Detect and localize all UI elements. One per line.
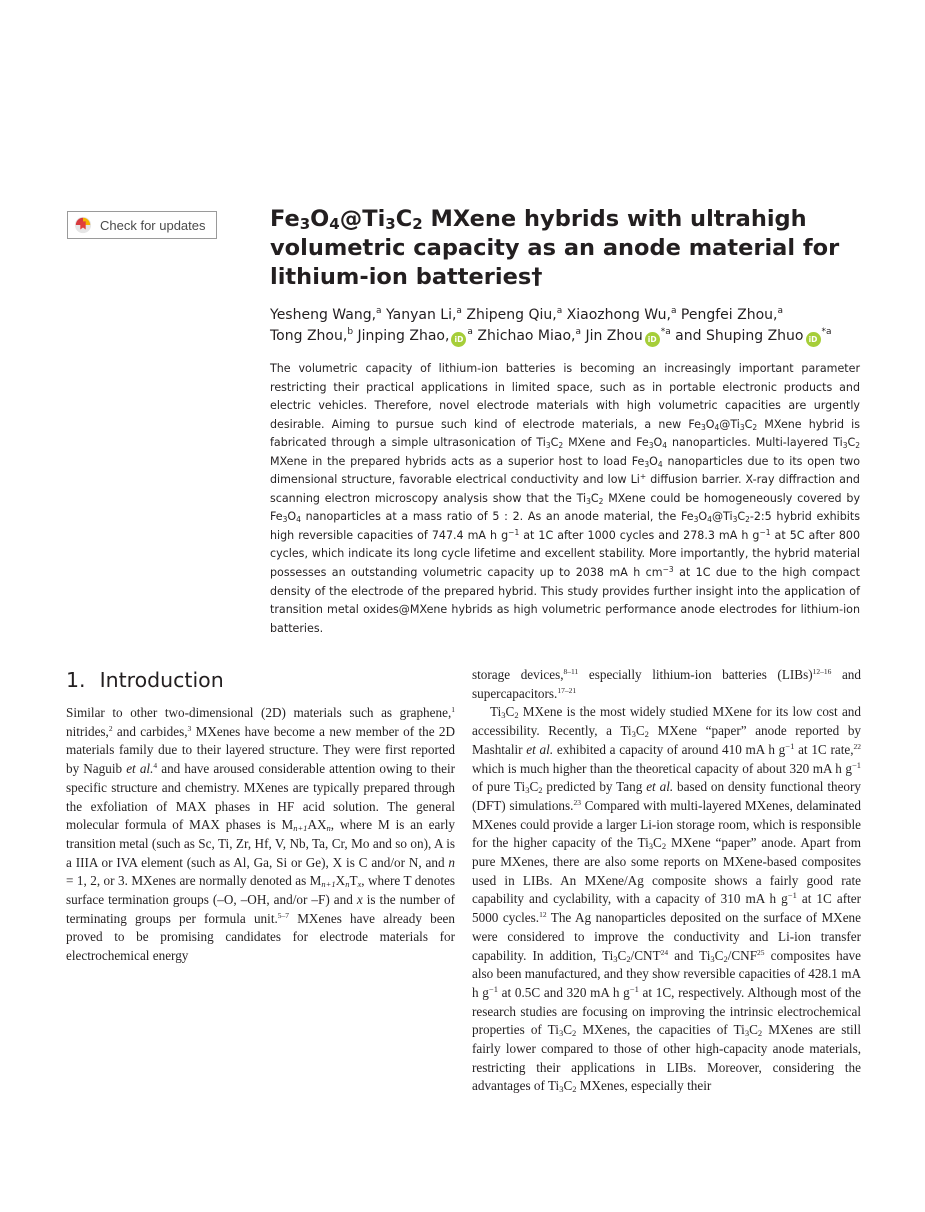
check-for-updates-label: Check for updates: [100, 217, 206, 233]
author: Yanyan Li,: [386, 307, 457, 323]
body-column-right: [472, 666, 861, 1096]
author: Yesheng Wang,: [270, 307, 377, 323]
section-title-text: Introduction: [99, 668, 224, 692]
check-for-updates-icon: [74, 216, 92, 234]
check-for-updates-button[interactable]: [67, 211, 217, 239]
section-heading: [66, 666, 238, 694]
section-number: 1.: [66, 668, 86, 692]
paragraph: storage devices,$^{8-11}$ especially lithium-ion batteries (LIBs)$^{12-16}$ and supercapacitors.$^{17-21}$: [472, 667, 861, 701]
author: Jinping Zhao,: [357, 328, 450, 344]
paragraph: Similar to other two-dimensional (2D) materials such as graphene,$^1$ nitrides,$^2$ and carbides,$^3$ MXenes have become a new member of the 2D materials family due to their layered structure. They were first reported by Naguib et al.$^4$ and have aroused considerable attention owing to their specific structure and chemistry. MXenes are typically prepared through the exfoliation of MAX phases in HF acid solution. The general molecular formula of MAX phases is $M_{n+1}AX_n$, where M is an early transition metal (such as Sc, Ti, Zr, Hf, V, Nb, Ta, Cr, Mo and so on), A is a IIIA or IVA element (such as Al, Ga, Si or Ge), X is C and/or N, and n = 1, 2, or 3. MXenes are normally denoted as $M_{n+1}X_nT_x$, where T denotes surface termination groups (–O, –OH, and/or –F) and x is the number of terminating groups per formula unit.$^{5-7}$ MXenes have already been proved to be promising candidates for electrode materials for electrochemical energy: [66, 705, 455, 964]
orcid-icon[interactable]: iD: [806, 332, 821, 347]
author: Pengfei Zhou,: [680, 307, 778, 323]
author: Tong Zhou,: [270, 328, 348, 344]
abstract: The volumetric capacity of lithium-ion batteries is becoming an increasingly important parameter restricting their practical applications in limited space, such as in portable electronic products and electric vehicles. Therefore, novel electrode materials with high volumetric capacities are urgently desirable. Aiming to pursue such kind of electrode materials, a new $Fe_3O_4@Ti_3C_2$ MXene hybrid is fabricated through a simple ultrasonication of $Ti_3C_2$ MXene and $Fe_3O_4$ nanoparticles. Multi-layered $Ti_3C_2$ MXene in the prepared hybrids acts as a superior host to load $Fe_3O_4$ nanoparticles due to its open two dimensional structure, favorable electrical conductivity and low Li+ diffusion barrier. X-ray diffraction and scanning electron microscopy analysis show that the $Ti_3C_2$ MXene could be homogeneously covered by $Fe_3O_4$ nanoparticles at a mass ratio of 5 : 2. As an anode material, the $Fe_3O_4@Ti_3C_2-2:5$ hybrid exhibits high reversible capacities of 747.4 mA h $g^{-1}$ at 1C after 1000 cycles and 278.3 mA h $g^{-1}$ at 5C after 800 cycles, which indicate its long cycle lifetime and excellent stability. More importantly, the hybrid material possesses an outstanding volumetric capacity up to 2038 mA h $cm^{-3}$ at 1C due to the high compact density of the electrode of the prepared hybrid. This study provides further insight into the application of transition metal oxides@MXene hybrids as high volumetric performance anode electrodes for lithium-ion batteries.: [270, 362, 861, 635]
author: Xiaozhong Wu,: [566, 307, 671, 323]
body-column-left: [66, 704, 455, 966]
orcid-icon[interactable]: iD: [451, 332, 466, 347]
orcid-icon[interactable]: iD: [645, 332, 660, 347]
paragraph: $Ti_3C_2$ MXene is the most widely studied MXene for its low cost and accessibility. Recently, a $Ti_3C_2$ MXene “paper” anode reported by Mashtalir et al. exhibited a capacity of around 410 mA h $g^{-1}$ at 1C rate,$^{22}$ which is much higher than the theoretical capacity of about 320 mA h $g^{-1}$ of pure $Ti_3C_2$ predicted by Tang et al. based on density functional theory (DFT) simulations.$^{23}$ Compared with multi-layered MXenes, delaminated MXenes could provide a larger Li-ion storage room, which is responsible for the higher capacity of the $Ti_3C_2$ MXene “paper” anode. Apart from pure MXenes, there are also some reports on MXene-based composites used in LIBs. An MXene/Ag composite shows a fairly good rate capability and cyclability, with a capacity of 310 mA h $g^{-1}$ at 1C after 5000 cycles.$^{12}$ The Ag nanoparticles deposited on the surface of MXene were considered to improve the conductivity and Li-ion transfer capability. In addition, $Ti_3C_2/CNT^{24}$ and $Ti_3C_2/CNF^{25}$ composites have also been manufactured, and they show reversible capacities of 428.1 mA h $g^{-1}$ at 0.5C and 320 mA h $g^{-1}$ at 1C, respectively. Although most of the research studies are focusing on improving the intrinsic electrochemical properties of $Ti_3C_2$ MXenes, the capacities of $Ti_3C_2$ MXenes are still fairly lower compared to those of other high-capacity anode materials, restricting their applications in LIBs. Moreover, considering the advantages of $Ti_3C_2$ MXenes, especially their: [472, 704, 862, 1095]
article-title: $Fe_3O_4@Ti_3C_2$ MXene hybrids with ultrahigh volumetric capacity as an anode material for lithium-ion batteries†: [270, 206, 840, 290]
author: Jin Zhou: [585, 328, 643, 344]
author: Shuping Zhuo: [705, 328, 804, 344]
author-list: Yesheng Wang,$^a$ Yanyan Li,$^a$ Zhipeng Qiu,$^a$ Xiaozhong Wu,$^a$ Pengfei Zhou,$^a$ Tong Zhou,$^b$ Jinping Zhao, $iD^a$ Zhichao Miao,$^a$ Jin Zhou $iD^{*a}$ and Shuping Zhuo $iD^{*a}$: [270, 305, 890, 347]
author: Zhipeng Qiu,: [466, 307, 557, 323]
author: Zhichao Miao,: [477, 328, 576, 344]
